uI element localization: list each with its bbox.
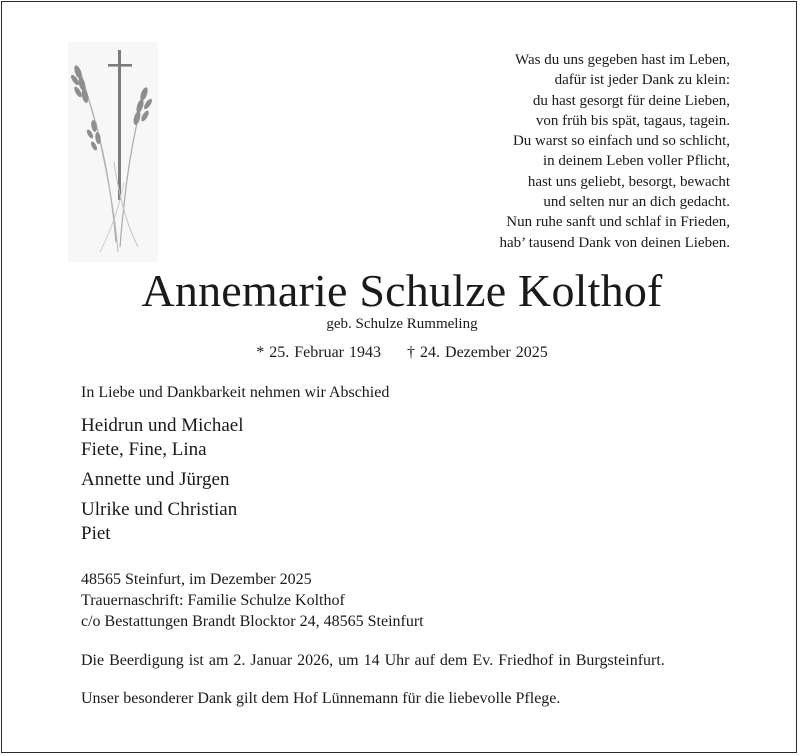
mourner-name: Fiete, Fine, Lina bbox=[81, 439, 207, 460]
poem-line: und selten nur an dich gedacht. bbox=[543, 194, 730, 211]
mourner-group bbox=[81, 498, 244, 546]
poem-line: Nun ruhe sanft und schlaf in Frieden, bbox=[506, 214, 730, 231]
mourner-group bbox=[81, 468, 244, 492]
mourners-list bbox=[81, 414, 244, 552]
poem-line: Du warst so einfach und so schlicht, bbox=[512, 133, 730, 150]
poem-line: von früh bis spät, tagaus, tagein. bbox=[535, 112, 730, 129]
poem-line: Was du uns gegeben hast im Leben, bbox=[515, 52, 730, 68]
poem-line: hast uns geliebt, besorgt, bewacht bbox=[527, 173, 730, 190]
death-date: † 24. Dezember 2025 bbox=[407, 344, 548, 361]
address-line: c/o Bestattungen Brandt Blocktor 24, 48565 Steinfurt bbox=[81, 613, 424, 630]
mourner-name: Ulrike und Christian bbox=[81, 499, 238, 520]
thanks-note: Unser besonderer Dank gilt dem Hof Lünnemann für die liebevolle Pflege. bbox=[81, 690, 561, 707]
funeral-info: Die Beerdigung ist am 2. Januar 2026, um 14 Uhr auf dem Ev. Friedhof in Burgsteinfurt. bbox=[81, 652, 665, 669]
deceased-name: Annemarie Schulze Kolthof bbox=[141, 265, 663, 316]
mourner-name: Heidrun und Michael bbox=[81, 415, 244, 436]
mourner-group bbox=[81, 414, 244, 462]
mourner-name: Piet bbox=[81, 523, 111, 544]
address-line: Trauernaschrift: Familie Schulze Kolthof bbox=[81, 592, 345, 609]
poem-line: dafür ist jeder Dank zu klein: bbox=[554, 72, 730, 89]
poem-line: hab’ tausend Dank von deinen Lieben. bbox=[499, 234, 730, 251]
mourner-name: Annette und Jürgen bbox=[81, 469, 230, 490]
life-dates bbox=[2, 344, 800, 362]
maiden-name: geb. Schulze Rummeling bbox=[326, 316, 478, 332]
poem-line: du hast gesorgt für deine Lieben, bbox=[532, 92, 730, 109]
notice-frame bbox=[1, 1, 797, 753]
farewell-intro: In Liebe und Dankbarkeit nehmen wir Abschied bbox=[81, 384, 390, 401]
birth-date: * 25. Februar 1943 bbox=[256, 344, 382, 361]
poem-line: in deinem Leben voller Pflicht, bbox=[542, 153, 730, 170]
cross-with-wheat-icon bbox=[68, 42, 158, 262]
mourning-address bbox=[81, 569, 424, 632]
address-line: 48565 Steinfurt, im Dezember 2025 bbox=[81, 571, 312, 588]
poem bbox=[500, 50, 730, 253]
